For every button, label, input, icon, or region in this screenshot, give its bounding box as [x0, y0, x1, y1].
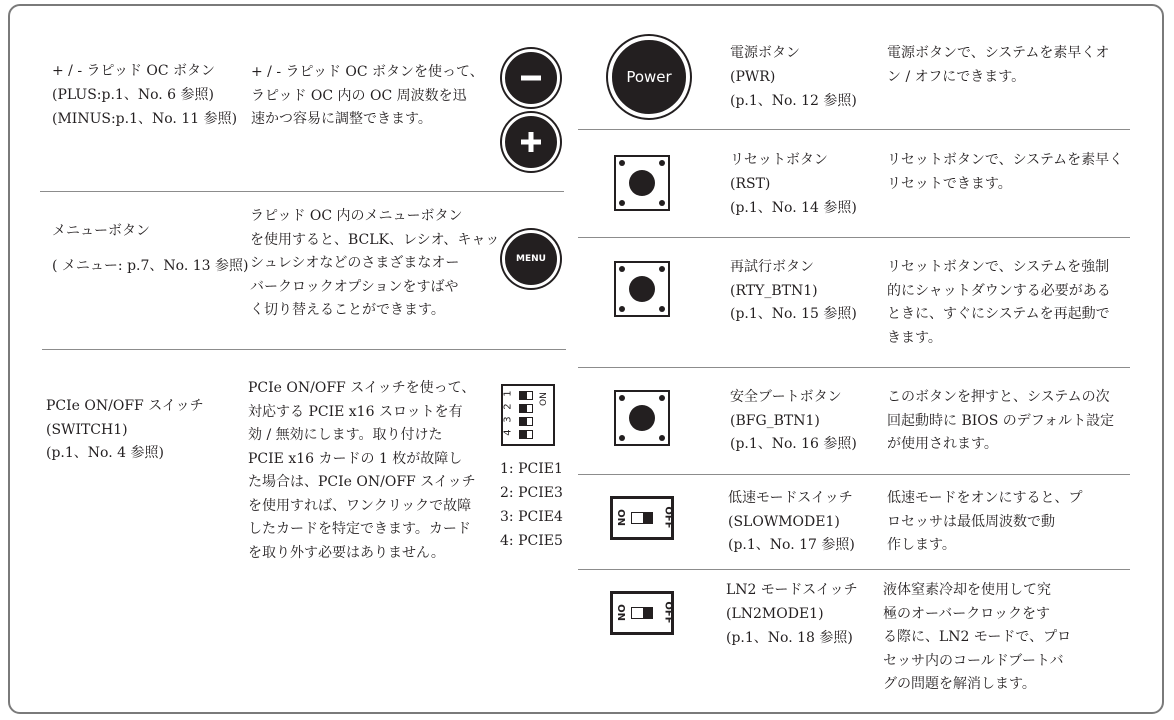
- pcie-legend-item: 1: PCIE1: [500, 461, 563, 477]
- switch-off-label: OFF: [662, 506, 674, 529]
- slow-mode-switch-ref: (p.1、No. 17 参照): [728, 537, 855, 553]
- retry-description: リセットボタンで、システムを強制 的にシャットダウンする必要がある ときに、すぐにシステムを再起動で きます。: [887, 259, 1111, 346]
- reset-button-name: リセットボタン: [730, 152, 828, 168]
- safe-boot-button-ref: (p.1、No. 16 参照): [730, 436, 857, 452]
- menu-button-name: メニューボタン: [52, 223, 150, 239]
- switch-toggle: [631, 607, 653, 619]
- pcie-legend-item: 3: PCIE4: [500, 509, 563, 525]
- switch-on-label: ON: [539, 392, 549, 406]
- ln2-mode-switch-id: (LN2MODE1): [726, 606, 824, 622]
- reset-button-ref: (p.1、No. 14 参照): [730, 200, 857, 216]
- slow-mode-description: 低速モードをオンにすると、プ ロセッサは最低周波数で動 作します。: [887, 490, 1083, 553]
- dip-toggle: [519, 430, 533, 439]
- menu-description: ラピッド OC 内のメニューボタン を使用すると、BCLK、レシオ、キャッ シュレシオなどのさまざまなオー バークロックオプションをすばや く切り替えることができます。: [250, 208, 500, 318]
- safe-boot-description: このボタンを押すと、システムの次 回起動時に BIOS のデフォルト設定 が使用されます。: [887, 389, 1115, 452]
- plus-button-icon: [502, 113, 560, 171]
- reset-button-id: (RST): [730, 176, 771, 192]
- pcie-switch-name: PCIe ON/OFF スイッチ: [46, 398, 204, 414]
- retry-button-ref: (p.1、No. 15 参照): [730, 306, 857, 322]
- safe-boot-button-icon: [614, 390, 670, 446]
- power-button-name: 電源ボタン: [730, 45, 800, 61]
- oc-minus-ref: (MINUS:p.1、No. 11 参照): [52, 111, 238, 127]
- power-button-icon: [608, 36, 690, 118]
- divider: [578, 474, 1130, 475]
- ln2-mode-switch-icon: [610, 591, 674, 635]
- divider: [42, 349, 566, 350]
- power-description: 電源ボタンで、システムを素早くオ ン / オフにできます。: [887, 45, 1110, 85]
- safe-boot-button-name: 安全ブートボタン: [730, 389, 842, 405]
- menu-button-ref: ( メニュー: p.7、No. 13 参照): [52, 258, 249, 274]
- pcie-legend-item: 2: PCIE3: [500, 485, 563, 501]
- menu-button-icon: [502, 230, 560, 288]
- switch-off-label: OFF: [662, 601, 674, 624]
- retry-button-id: (RTY_BTN1): [730, 283, 818, 299]
- slow-mode-switch-icon: [610, 496, 674, 540]
- safe-boot-button-id: (BFG_BTN1): [730, 413, 820, 429]
- pcie-description: PCIe ON/OFF スイッチを使って、 対応する PCIE x16 スロットを有 効 / 無効にします。取り付けた PCIE x16 カードの 1 枚が故障し た場合は、PCIe ON/OFF スイッチ を使用すれば、ワンクリックで故障 したカードを特定できます。カード を取り外す必要はありません。: [248, 380, 476, 561]
- dip-toggle: [519, 404, 533, 413]
- oc-button-name: + / - ラピッド OC ボタン: [52, 63, 216, 79]
- slow-mode-switch-name: 低速モードスイッチ: [728, 490, 853, 506]
- menu-icon-label: MENU: [516, 254, 546, 264]
- power-icon-label: Power: [626, 68, 672, 86]
- minus-button-icon: [502, 49, 560, 107]
- pcie-legend-item: 4: PCIE5: [500, 533, 563, 549]
- divider: [578, 367, 1130, 368]
- dip-switch-4-icon: [501, 384, 555, 450]
- power-button-id: (PWR): [730, 69, 776, 85]
- pcie-switch-ref: (p.1、No. 4 参照): [46, 445, 164, 461]
- dip-toggle: [519, 417, 533, 426]
- ln2-mode-description: 液体窒素冷却を使用して究 極のオーバークロックをす る際に、LN2 モードで、プロ セッサ内のコールドブートバ グの問題を解消します。: [883, 582, 1072, 692]
- divider: [578, 237, 1130, 238]
- switch-on-label: ON: [614, 509, 626, 526]
- retry-button-icon: [614, 261, 670, 317]
- divider: [40, 191, 564, 192]
- switch-number: 2: [502, 403, 514, 410]
- pcie-switch-id: (SWITCH1): [46, 422, 128, 438]
- ln2-mode-switch-ref: (p.1、No. 18 参照): [726, 630, 853, 646]
- switch-number: 4: [502, 429, 514, 436]
- power-button-ref: (p.1、No. 12 参照): [730, 93, 857, 109]
- divider: [578, 569, 1130, 570]
- reset-button-icon: [614, 155, 670, 211]
- divider: [578, 129, 1130, 130]
- slow-mode-switch-id: (SLOWMODE1): [728, 514, 840, 530]
- retry-button-name: 再試行ボタン: [730, 259, 814, 275]
- switch-number: 3: [502, 416, 514, 423]
- oc-plus-ref: (PLUS:p.1、No. 6 参照): [52, 87, 214, 103]
- dip-toggle: [519, 391, 533, 400]
- switch-number: 1: [502, 390, 514, 397]
- reset-description: リセットボタンで、システムを素早く リセットできます。: [887, 152, 1124, 192]
- switch-on-label: ON: [614, 604, 626, 621]
- ln2-mode-switch-name: LN2 モードスイッチ: [726, 582, 858, 598]
- oc-description: + / - ラピッド OC ボタンを使って、 ラピッド OC 内の OC 周波数を迅 速かつ容易に調整できます。: [251, 64, 484, 127]
- switch-toggle: [631, 512, 653, 524]
